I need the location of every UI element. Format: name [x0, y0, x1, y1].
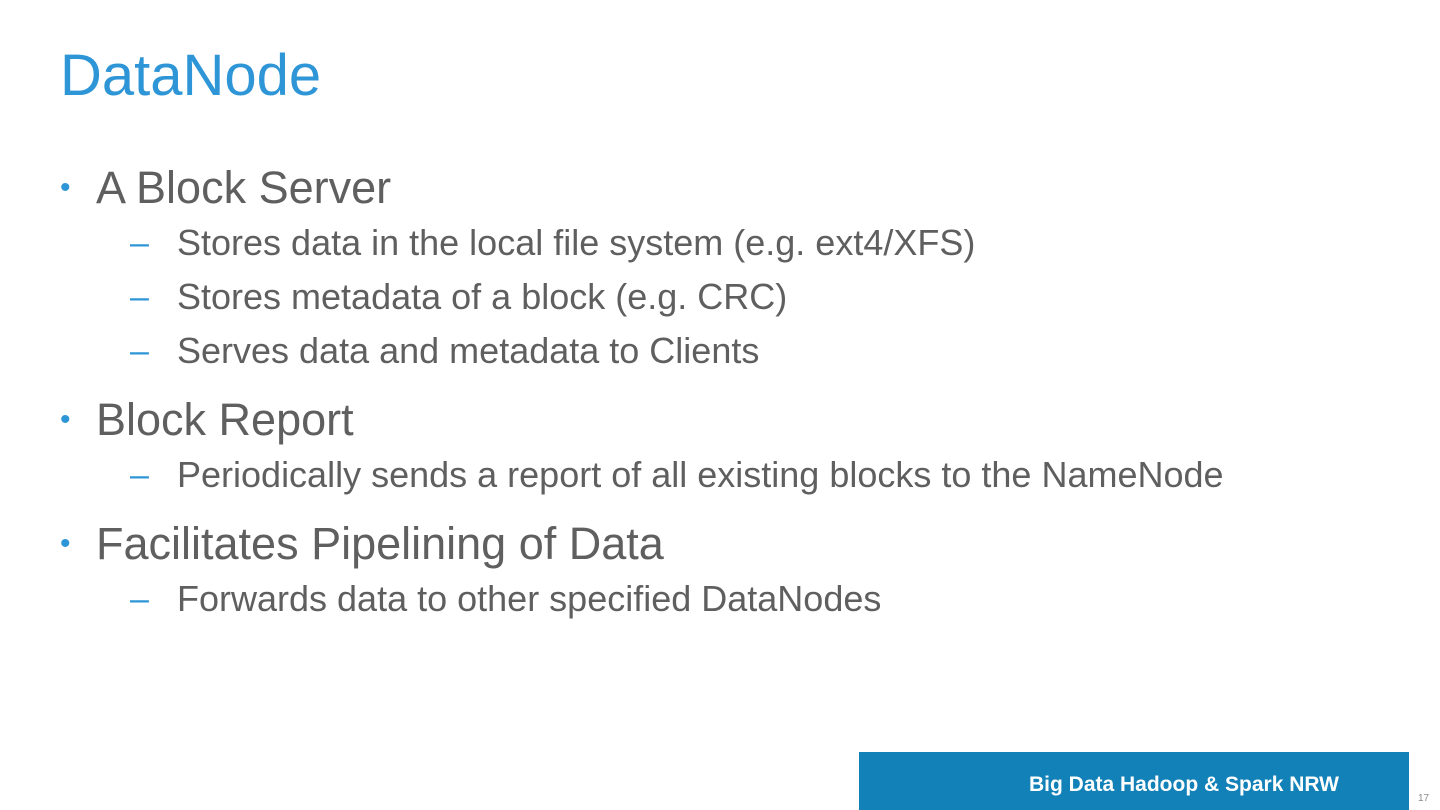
sub-marker: –	[130, 580, 149, 618]
sub-item	[60, 324, 1410, 378]
bullet-marker: •	[60, 527, 71, 560]
sub-marker: –	[130, 224, 149, 262]
sub-item-text: Serves data and metadata to Clients	[177, 330, 760, 371]
bullet-text: A Block Server	[96, 162, 392, 213]
sub-item-text: Stores data in the local file system (e.g. ext4/XFS)	[177, 222, 976, 263]
sub-item-text: Forwards data to other specified DataNodes	[177, 578, 882, 619]
bullet-item	[60, 516, 1410, 626]
sub-item-text: Stores metadata of a block (e.g. CRC)	[177, 276, 788, 317]
bullet-marker: •	[60, 403, 71, 436]
sub-item-text: Periodically sends a report of all existing blocks to the NameNode	[177, 454, 1224, 495]
bullet-item	[60, 160, 1410, 378]
bullet-text: Block Report	[96, 394, 354, 445]
footer-banner	[859, 752, 1409, 810]
footer-text: Big Data Hadoop & Spark NRW	[1029, 773, 1339, 796]
bullet-list	[60, 160, 1410, 626]
sub-item	[60, 448, 1410, 502]
sub-list	[96, 448, 1410, 502]
sub-marker: –	[130, 332, 149, 370]
sub-list	[96, 216, 1410, 378]
page-number: 17	[1418, 793, 1430, 804]
bullet-text: Facilitates Pipelining of Data	[96, 518, 664, 569]
sub-marker: –	[130, 456, 149, 494]
slide-title: DataNode	[60, 43, 322, 108]
sub-item	[60, 270, 1410, 324]
sub-marker: –	[130, 278, 149, 316]
spacer	[60, 378, 1410, 392]
sub-list	[96, 572, 1410, 626]
bullet-item	[60, 392, 1410, 502]
sub-item	[60, 572, 1410, 626]
spacer	[60, 502, 1410, 516]
bullet-marker: •	[60, 171, 71, 204]
sub-item	[60, 216, 1410, 270]
